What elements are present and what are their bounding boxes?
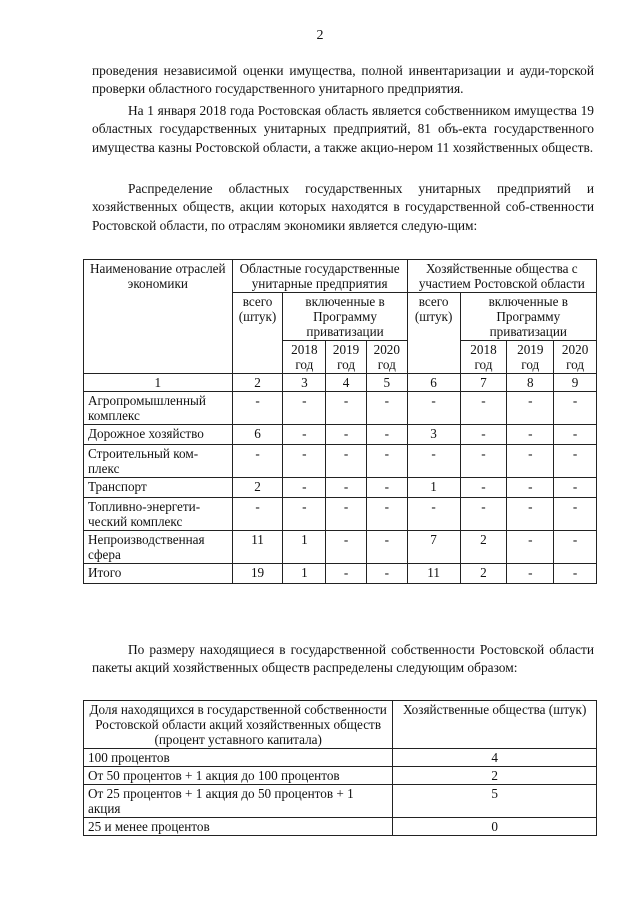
table-row [84, 498, 597, 531]
header-gup-2019: 2019 год [326, 341, 367, 374]
col-number: 7 [460, 374, 507, 392]
table-cell: - [366, 498, 407, 531]
table-cell: - [232, 498, 283, 531]
col-number: 6 [407, 374, 460, 392]
table-cell: - [326, 392, 367, 425]
share-count: 4 [393, 749, 597, 767]
table-cell: - [326, 564, 367, 584]
table-cell: - [460, 478, 507, 498]
share-label: От 25 процентов + 1 акция до 50 процентов + 1 акция [84, 785, 393, 818]
header-ho-2020: 2020 год [554, 341, 597, 374]
paragraph-3: Распределение областных государственных унитарных предприятий и хозяйственных обществ, акции которых находятся в государственной соб-ственности Ростовской области, по отраслям экономики является следую-щим: [92, 181, 594, 233]
table-cell: 2 [460, 564, 507, 584]
col-number: 2 [232, 374, 283, 392]
table-cell: - [366, 445, 407, 478]
header-ho-total: всего (штук) [407, 293, 460, 374]
header-sector: Наименование отраслей экономики [84, 260, 233, 374]
table-cell: - [460, 498, 507, 531]
table-cell: - [283, 498, 326, 531]
table-cell: - [366, 564, 407, 584]
table-cell: - [366, 425, 407, 445]
table-cell: - [326, 445, 367, 478]
table-cell: - [554, 498, 597, 531]
table-cell: - [283, 425, 326, 445]
header-gup-total: всего (штук) [232, 293, 283, 374]
table-row [84, 785, 597, 818]
table-cell: - [507, 531, 554, 564]
table-cell: - [407, 498, 460, 531]
table-cell: - [326, 498, 367, 531]
table-cell: - [407, 392, 460, 425]
table-cell: 1 [283, 564, 326, 584]
col-number: 1 [84, 374, 233, 392]
table-row [84, 445, 597, 478]
table-row [84, 425, 597, 445]
table-cell: - [460, 425, 507, 445]
paragraph-1: проведения независимой оценки имущества, полной инвентаризации и ауди-торской проверки областного государственного унитарного предприятия. [92, 63, 594, 97]
share-distribution-table [83, 700, 597, 836]
table-cell: - [554, 478, 597, 498]
sector-name: Строительный ком-плекс [84, 445, 233, 478]
table-cell: 19 [232, 564, 283, 584]
table-cell: 3 [407, 425, 460, 445]
table-cell: 2 [232, 478, 283, 498]
table-cell: - [460, 445, 507, 478]
table-cell: - [366, 531, 407, 564]
table-cell: - [283, 478, 326, 498]
table-cell: - [326, 531, 367, 564]
table-cell: - [507, 392, 554, 425]
paragraph-2: На 1 января 2018 года Ростовская область является собственником имущества 19 областных государственных унитарных предприятий, 81 объ-екта государственного имущества казны Ростовской области, а также акцио-нером 11 хозяйственных обществ. [92, 103, 594, 155]
table-cell: - [554, 445, 597, 478]
header-gup: Областные государственные унитарные предприятия [232, 260, 407, 293]
header-ho-2018: 2018 год [460, 341, 507, 374]
table-cell: - [554, 392, 597, 425]
sector-distribution-table [83, 259, 597, 584]
table-cell: 1 [407, 478, 460, 498]
table-cell: - [460, 392, 507, 425]
table-cell: 7 [407, 531, 460, 564]
table-cell: - [283, 392, 326, 425]
header-gup-2018: 2018 год [283, 341, 326, 374]
header-ho-2019: 2019 год [507, 341, 554, 374]
table-cell: - [283, 445, 326, 478]
share-count: 0 [393, 818, 597, 836]
header-count: Хозяйственные общества (штук) [393, 701, 597, 749]
sector-name: Агропромышленный комплекс [84, 392, 233, 425]
share-label: От 50 процентов + 1 акция до 100 процентов [84, 767, 393, 785]
table-cell: - [554, 425, 597, 445]
table-row [84, 392, 597, 425]
table-cell: - [507, 425, 554, 445]
sector-name: Непроизводственная сфера [84, 531, 233, 564]
sector-name: Дорожное хозяйство [84, 425, 233, 445]
share-label: 25 и менее процентов [84, 818, 393, 836]
table-cell: 11 [232, 531, 283, 564]
table-cell: - [232, 445, 283, 478]
header-share: Доля находящихся в государственной собственности Ростовской области акций хозяйственных обществ (процент уставного капитала) [84, 701, 393, 749]
table-cell: 6 [232, 425, 283, 445]
share-count: 5 [393, 785, 597, 818]
col-number: 3 [283, 374, 326, 392]
sector-name: Итого [84, 564, 233, 584]
header-gup-included: включенные в Программу приватизации [283, 293, 407, 341]
paragraph-4: По размеру находящиеся в государственной собственности Ростовской области пакеты акций хозяйственных обществ распределены следующим образом: [92, 642, 594, 676]
table-row [84, 564, 597, 584]
col-number: 8 [507, 374, 554, 392]
header-ho-included: включенные в Программу приватизации [460, 293, 596, 341]
table-row [84, 818, 597, 836]
table-row [84, 749, 597, 767]
table-row [84, 478, 597, 498]
col-number: 9 [554, 374, 597, 392]
col-number: 5 [366, 374, 407, 392]
table-cell: - [407, 445, 460, 478]
share-label: 100 процентов [84, 749, 393, 767]
table-cell: - [326, 478, 367, 498]
table-cell: - [507, 445, 554, 478]
page-number: 2 [316, 28, 324, 43]
table-cell: - [366, 478, 407, 498]
table-row [84, 531, 597, 564]
table-row [84, 767, 597, 785]
table-cell: - [366, 392, 407, 425]
share-count: 2 [393, 767, 597, 785]
table-cell: 1 [283, 531, 326, 564]
table-cell: 2 [460, 531, 507, 564]
header-ho: Хозяйственные общества с участием Ростовской области [407, 260, 596, 293]
sector-name: Транспорт [84, 478, 233, 498]
table-cell: - [554, 531, 597, 564]
sector-name: Топливно-энергети-ческий комплекс [84, 498, 233, 531]
table-cell: - [326, 425, 367, 445]
table-cell: - [507, 564, 554, 584]
table-cell: - [232, 392, 283, 425]
table-cell: - [507, 498, 554, 531]
header-gup-2020: 2020 год [366, 341, 407, 374]
col-number: 4 [326, 374, 367, 392]
table-cell: - [554, 564, 597, 584]
table-cell: 11 [407, 564, 460, 584]
table-cell: - [507, 478, 554, 498]
